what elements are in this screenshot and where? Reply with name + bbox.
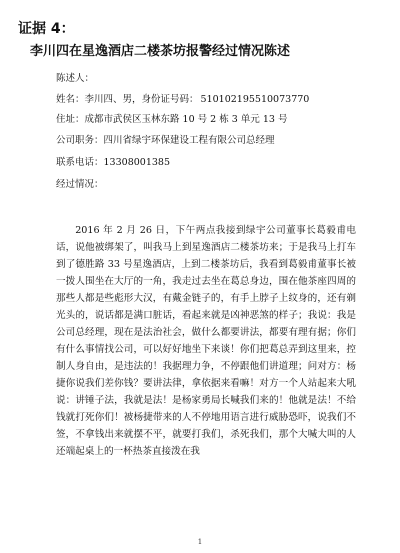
- job-label: 公司职务：: [56, 135, 104, 146]
- address-line: [56, 111, 287, 125]
- narrative-paragraph: 2016 年 2 月 26 日，下午两点我接到绿宇公司董事长葛毅甫电话，说他被绑架了，叫我马上到星逸酒店二楼茶坊来；于是我马上打车到了德胜路 33 号星逸酒店，上到二楼茶坊后，我看到葛毅甫董事长被一拨人围坐在大厅的一角，我走过去坐在葛总身边，围在他茶座四周的那些人都是些彪形大汉，有戴金链子的，有手上脖子上纹身的，还有剃光头的，说话都是满口脏话，看起来就是凶神恶煞的样子；我说：我是公司总经理，现在是法治社会，做什么都要讲法，都要有理有据；你们有什么事情找公司，可以好好地坐下来谈！你们把葛总弄到这里来，控制人身自由，是违法的！我据理力争，不停跟他们讲道理；问对方：杨捷你说我们差你钱？要讲法律，拿依据来看嘛！对方一个人站起来大吼说：讲锤子法，我就是法！是杨家勇局长喊我们来的！他就是法！不给钱就打死你们！被杨捷带来的人不停地用语言进行威胁恐吓，说我们不签，不拿钱出来就摆不平，就要打我们，杀死我们，那个大喊大叫的人还端起桌上的一杯热茶直接泼在我: [56, 225, 356, 457]
- name-value: 李川四、男，身份证号码：: [84, 94, 199, 105]
- document-title: 李川四在星逸酒店二楼茶坊报警经过情况陈述: [30, 44, 291, 59]
- phone-label: 联系电话：: [56, 157, 104, 168]
- page-number: 1: [197, 538, 203, 546]
- phone-value: 13308001385: [103, 157, 171, 168]
- job-value: 四川省绿宇环保建设工程有限公司总经理: [103, 135, 275, 146]
- name-line: [56, 91, 309, 105]
- id-number: 510102195510073770: [200, 94, 310, 105]
- process-label: 经过情况：: [56, 179, 104, 190]
- statement-person-label: 陈述人：: [56, 73, 95, 84]
- phone-line: [56, 154, 170, 168]
- evidence-label: 证据 4：: [18, 21, 75, 37]
- name-label: 姓名：: [56, 94, 85, 105]
- job-line: [56, 132, 275, 146]
- address-value: 成都市武侯区玉林东路 10 号 2 栋 3 单元 13 号: [84, 114, 288, 125]
- address-label: 住址：: [56, 114, 85, 125]
